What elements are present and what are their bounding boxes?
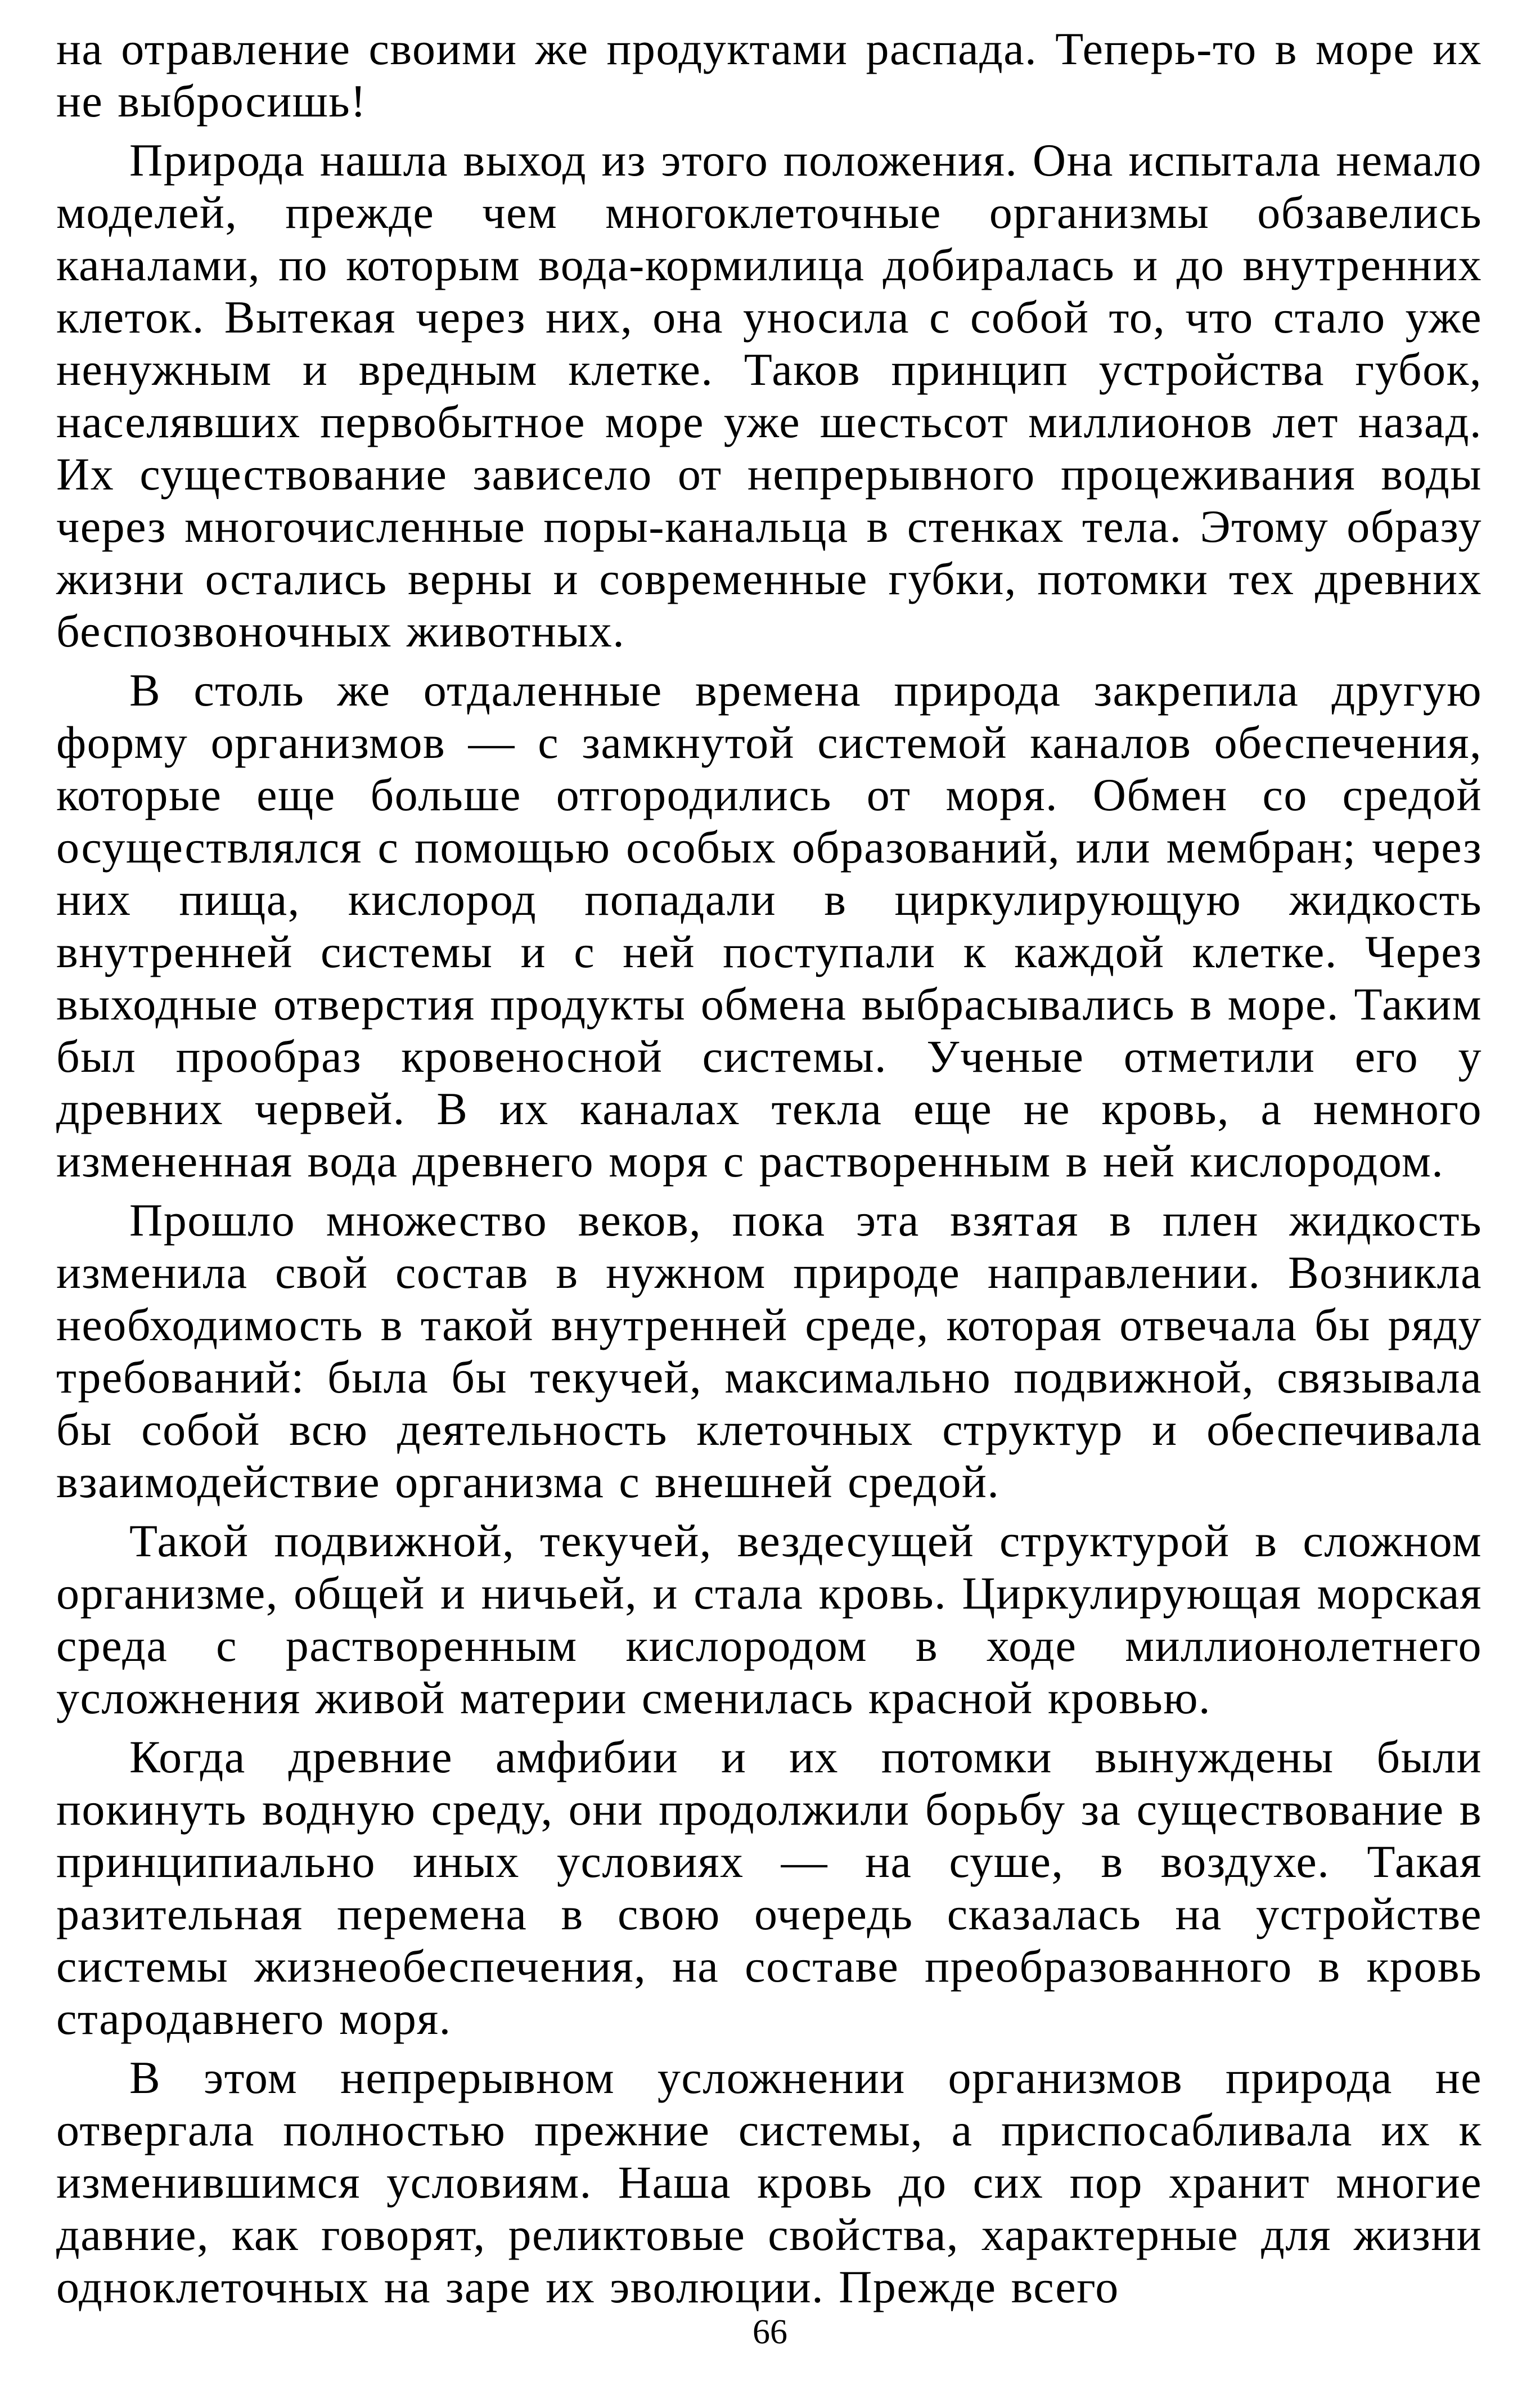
paragraph-2: Природа нашла выход из этого положения. Она испытала немало моделей, прежде чем многоклеточные организмы обзавелись каналами, по которым вода-кормилица добиралась и до внутренних клеток. Вытекая через них, она уносила с собой то, что стало уже ненужным и вредным клетке. Таков принцип устройства губок, населявших первобытное море уже шестьсот миллионов лет назад. Их существование зависело от непрерывного процеживания воды через многочисленные поры-канальца в стенках тела. Этому образу жизни остались верны и современные губки, потомки тех древних беспозвоночных животных.	[56, 134, 1482, 657]
paragraph-1: на отравление своими же продуктами распада. Теперь-то в море их не выбросишь!	[56, 23, 1482, 127]
paragraph-7: В этом непрерывном усложнении организмов природа не отвергала полностью прежние системы, а приспосабливала их к изменившимся условиям. Наша кровь до сих пор хранит многие давние, как говорят, реликтовые свойства, характерные для жизни одноклеточных на заре их эволюции. Прежде всего	[56, 2052, 1482, 2312]
paragraph-6: Когда древние амфибии и их потомки вынуждены были покинуть водную среду, они продолжили борьбу за существование в принципиально иных условиях — на суше, в воздухе. Такая разительная перемена в свою очередь сказалась на устройстве системы жизнеобеспечения, на составе преобразованного в кровь стародавнего моря.	[56, 1731, 1482, 2044]
paragraph-3: В столь же отдаленные времена природа закрепила другую форму организмов — с замкнутой системой каналов обеспечения, которые еще больше отгородились от моря. Обмен со средой осуществлялся с помощью особых образований, или мембран; через них пища, кислород попадали в циркулирующую жидкость внутренней системы и с ней поступали к каждой клетке. Через выходные отверстия продукты обмена выбрасывались в море. Таким был прообраз кровеносной системы. Ученые отметили его у древних червей. В их каналах текла еще не кровь, а немного измененная вода древнего моря с растворенным в ней кислородом.	[56, 664, 1482, 1187]
paragraph-5: Такой подвижной, текучей, вездесущей структурой в сложном организме, общей и ничьей, и стала кровь. Циркулирующая морская среда с растворенным кислородом в ходе миллионолетнего усложнения живой материи сменилась красной кровью.	[56, 1515, 1482, 1723]
page-number: 66	[753, 2313, 787, 2351]
paragraph-4: Прошло множество веков, пока эта взятая в плен жидкость изменила свой состав в нужном природе направлении. Возникла необходимость в такой внутренней среде, которая отвечала бы ряду требований: была бы текучей, максимально подвижной, связывала бы собой всю деятельность клеточных структур и обеспечивала взаимодействие организма с внешней средой.	[56, 1194, 1482, 1507]
page-body	[56, 23, 1482, 2320]
